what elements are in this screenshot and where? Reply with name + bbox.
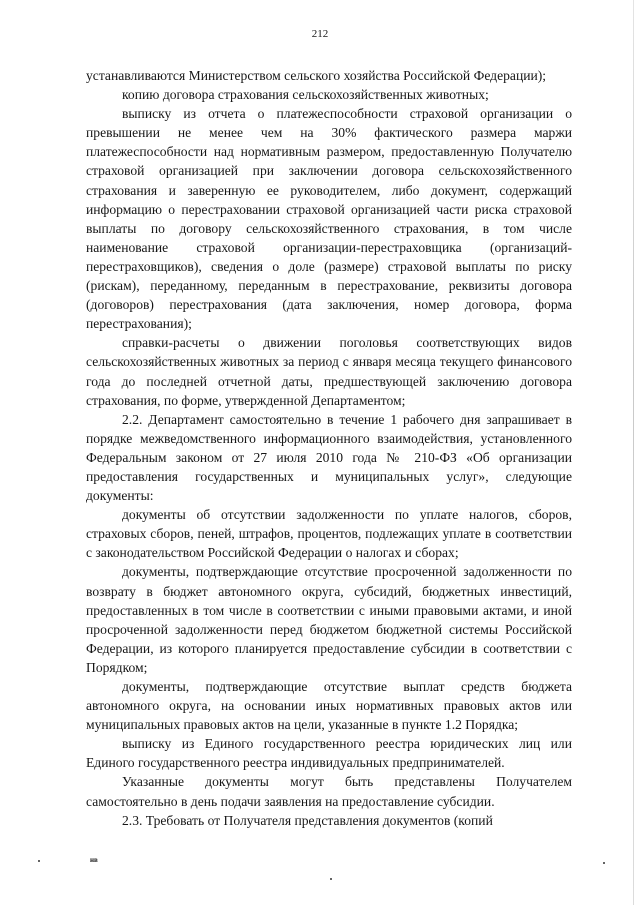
paragraph-self-submission: Указанные документы могут быть представлены Получателем самостоятельно в день подачи заявления на предоставление субсидии.: [86, 774, 572, 809]
paragraph-overdue-debt-documents: документы, подтверждающие отсутствие просроченной задолженности по возврату в бюджет автономного округа, субсидий, бюджетных инвестиций, предоставленных в том числе в соответствии с иными правовыми актами, и иной просроченной задолженности перед бюджетом бюджетной системы Российской Федерации, из которого планируется предоставление субсидии в соответствии с Порядком;: [86, 564, 572, 675]
paragraph-registry-extract: выписку из Единого государственного реестра юридических лиц или Единого государственного реестра индивидуальных предпринимателей.: [86, 736, 572, 771]
scan-speck: [38, 860, 40, 862]
scan-edge-line: [633, 0, 634, 905]
paragraph-budget-payments-documents: документы, подтверждающие отсутствие выплат средств бюджета автономного округа, на основании иных нормативных правовых актов или муниципальных правовых актов на цели, указанные в пункте 1.2 Порядка;: [86, 679, 572, 733]
document-body: [86, 66, 572, 830]
paragraph-solvency-report: выписку из отчета о платежеспособности страховой организации о превышении не менее чем на 30% фактического размера маржи платежеспособности над нормативным размером, предоставленную Получателю страховой организацией при заключении договора сельскохозяйственного страхования и заверенную ее руководителем, либо документ, содержащий информацию о перестраховании страховой организацией части риска страховой выплаты по договору сельскохозяйственного страхования, в том числе наименование страховой организации-перестраховщика (организаций-перестраховщиков), сведения о доле (размере) страховой выплаты по риску (рискам), переданному, переданным в перестрахование, реквизиты договора (договоров) перестрахования (дата заключения, номер договора, форма перестрахования);: [86, 106, 572, 332]
page-number: 212: [311, 28, 329, 40]
footer-initials-mark: нв: [90, 856, 98, 864]
paragraph-tax-debt-documents: документы об отсутствии задолженности по уплате налогов, сборов, страховых сборов, пеней, штрафов, процентов, подлежащих уплате в соответствии с законодательством Российской Федерации о налогах и сборах;: [86, 507, 572, 561]
scan-speck: [330, 878, 332, 880]
paragraph-livestock-movement: справки-расчеты о движении поголовья соответствующих видов сельскохозяйственных животных за период с января месяца текущего финансового года до последней отчетной даты, предшествующей заключению договора страхования, по форме, утвержденной Департаментом;: [86, 335, 572, 408]
paragraph-clause-2-3: 2.3. Требовать от Получателя представления документов (копий: [122, 812, 493, 828]
paragraph-clause-2-2: 2.2. Департамент самостоятельно в течение 1 рабочего дня запрашивает в порядке межведомственного информационного взаимодействия, установленного Федеральным законом от 27 июля 2010 года № 210-ФЗ «Об организации предоставления государственных и муниципальных услуг», следующие документы:: [86, 411, 572, 504]
scan-speck: [603, 862, 605, 864]
paragraph-continuation: устанавливаются Министерством сельского хозяйства Российской Федерации);: [86, 68, 547, 83]
paragraph-insurance-contract-copy: копию договора страхования сельскохозяйственных животных;: [122, 87, 489, 103]
